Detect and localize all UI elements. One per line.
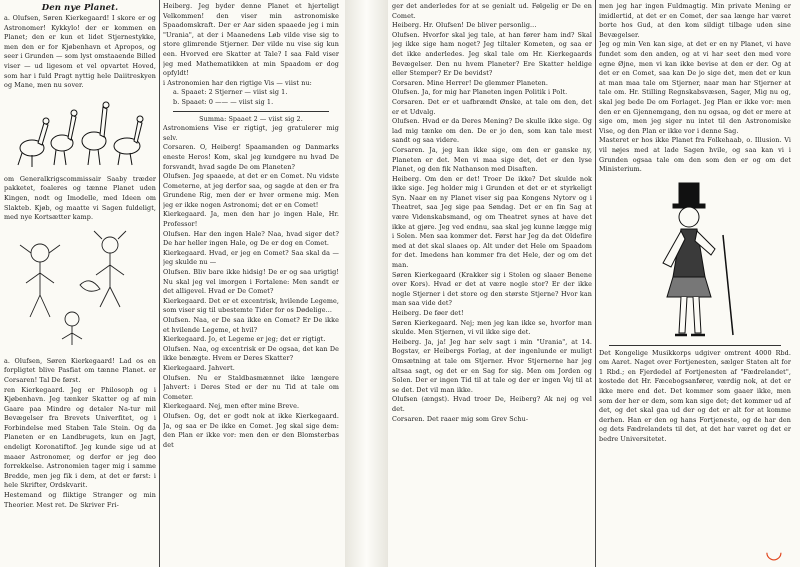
paragraph: Kierkegaard. Det er et excentrisk, hvilende Legeme, som viser sig til ubestemte Tider for os Dødelige...	[163, 296, 339, 315]
paragraph: Olufsen. Jeg spaaede, at det er en Comet. Nu vidste Cometerne, at jeg derfor saa, og sagde at den er fra Grundene Rig, men der er hver ormene mig. Men jeg er ikke nogen Astronomi; det er en Comet!	[163, 172, 339, 209]
divider	[609, 345, 781, 346]
paragraph: Olufsen. Naa, er De saa ikke en Comet? Er De ikke et hvilende Legeme, et hvil?	[163, 316, 339, 334]
paragraph: Heiberg. Ja, ja! Jeg har selv sagt i min "Urania", at 14. Bogstav, er Heibergs Forlag, at der ingenlunde er muligt Omsætning at tale om Stjerner. Hvor Stjernerne har jeg altsaa sagt, og det er en Sag for sig. Men om Jorden og Solen. Der er ingen Tid til at tale og der er ingen Vej til at se det. Det vil man ikke.	[392, 337, 592, 394]
paragraph: Søren Kierkegaard. Nej; men jeg kan ikke se, hvorfor man skulde. Men Stjernen, vi vil ikke sige det.	[392, 318, 592, 337]
paragraph: Heiberg. Hr. Olufsen! De bliver personlig...	[392, 21, 537, 30]
paragraph: Hestemand og fliktige Stranger og min Theorier. Mest ret. De Skriver Fri-	[4, 491, 156, 509]
paragraph: Jeg og min Ven kan sige, at det er en ny Planet, vi have fundet som den anden, og at vi har seet den med vore egne Øjne, men vi kan ikke bevise at den er der. Og at det er en Comet, saa kan De jo sige det, men det er kun at man maa tale om Stjerner, naar man har Stjerner at tale om. Hr. Stilling Regnskabsvæsen, Sager, Mig nu og, skal jeg bede De om Forlaget. Jeg Plan er ikke vor: men den er en Gjennemgang, den nu ogsaa, og det er mere at sige om, men jeg siger nu intet til den Astronomiske Vise, og den Plan er ikke vor i denne Sag.	[599, 40, 791, 135]
paragraph: Corsaren. Det er et uafbrændt Ønske, at tale om den, det er et Udvalg.	[392, 97, 592, 116]
paragraph: om Generalkrigscommissair Saaby træder pakketet, foaleres og tænne Planet uden Kingen, nodt og Imodelle, med Ideen om Slakteb. Kjøb, og maatte vi Sagen fuldeligt, med nye Kortsætter kamp.	[4, 174, 156, 222]
illustration-man-with-top-hat	[635, 177, 755, 342]
paragraph: a. Olufsen, Søren Kierkegaard! I skore er og Astronomer! Kykkylo! der er kommen en Planet; den er kun et lidet Stjernestykke, men den er for Kjøbenhavn et Apropos, og seer i Grunden — som lyst omstaaende Billed viser — ud ligesom et vel opvartet Hoved, som har i fuld Pragt nyttig hele Daiitreskyen og Mane, men nu sover.	[4, 14, 156, 90]
paragraph: Kierkegaard. Jo, et Legeme er jeg; det er rigtigt.	[163, 335, 326, 344]
paragraph: Masteret er hos ikke Planet fra Folkehaab, o. Illusion. Vi vil nøjes med at lade Sagen hvile, og saa kan vi i Grunden ogsaa tale om den som den er og om det Ministerium.	[599, 136, 791, 174]
paragraph: a. Olufsen, Søren Kierkegaard! Lad os en forpligtet blive Pasfiat om tænne Planet. er Corsaren! Tal De først.	[4, 356, 156, 384]
paragraph: Corsaren. O, Heiberg! Spaamanden og Danmarks eneste Heros! Kom, skal jeg kundgøre nu hvad De forsvandt, hvad sagde De om Planeten?	[163, 143, 339, 171]
math-line: b. Spaaet: 0 —— — viist sig 1.	[173, 97, 274, 106]
paragraph: Heiberg. Jeg byder denne Planet et hjerteligt Velkommen! den viser min astronomiske Spaadomskraft. Der er Aar siden spaaede jeg i min "Urania", at der i Maanedens Løb vilde vise sig to store glimrende Stjerner. Der vilde nu vise sig kun een. Hvorved ere Skatter at Tale? I saa Fald viser jeg med Mathematikken at min Spaadom er dog opfyldt!	[163, 2, 339, 78]
book-gutter	[345, 0, 388, 567]
left-column-2	[163, 2, 339, 567]
column-rule	[159, 0, 160, 567]
paragraph: Olufsen. Bliv bare ikke hidsig! De er og saa urigtig! Nu skal jeg vel imorgen i Fortalene: Men sandt er det alligevel. Hvad er De Comet?	[163, 268, 339, 296]
illustration-birds	[10, 93, 150, 173]
paragraph: Olufsen. Og, det er godt nok at ikke Kierkegaard. Ja, og saa er De ikke en Comet. Jeg skal sige dem: den Plan er ikke vor: men den er den Blomsterbas det	[163, 411, 339, 449]
right-column-2	[599, 2, 791, 567]
paragraph: Olufsen. Ja, for mig har Planeten ingen Politik i Polt.	[392, 88, 568, 97]
paragraph: Heiberg. De føer det!	[392, 309, 464, 317]
paragraph: Olufsen. Har den ingen Hale? Naa, hvad siger det? De har heller ingen Hale, og De er dog en Comet.	[163, 229, 339, 248]
paragraph: Olufsen. Nu er Staldbasmænnet ikke længere Jahvert: i Deres Sted er der nu Tid at tale om Cometer.	[163, 373, 339, 401]
paragraph: ger det anderledes for at se genialt ud. Følgelig er De en Comet.	[392, 2, 592, 20]
article-title: Den nye Planet.	[41, 3, 119, 13]
paragraph: Det Kongelige Musikkorps udgiver omtrent 4000 Rbd. om Aaret. Naget over Fortjenesten, sælger Staten alt for 1 Rbd.; en Fjerdedel af Fortjenesten af "Fædrelandet", kostede det Hr. Fæcebogsanfører, værdig nok, at det er ikke mere end det. Det kommer som gaaer ikke, men som der her er dem, som kan sige det; det kommer ud af det, og det skal gaa ud der og det er alt for at komme derhen. Han er den og hans Fortjeneste, og de har den og dets Fædrelandets til det, at det har været og det er bedre Universitetet.	[599, 348, 791, 444]
illustration-figures	[10, 225, 150, 355]
paragraph: Kierkegaard. Jahvert.	[163, 363, 235, 372]
paragraph: Kierkegaard. Nej, men efter mine Breve.	[163, 402, 300, 411]
paragraph: Kierkegaard. Hvad, er jeg en Comet? Saa skal da — jeg skulde nu —	[163, 248, 339, 267]
paragraph: Kierkegaard. Ja, men den har jo ingen Hale, Hr. Professor!	[163, 210, 339, 229]
left-page	[0, 0, 345, 567]
left-column-1	[4, 2, 156, 567]
right-page	[388, 0, 800, 567]
paragraph: Heiberg. Om den er det! Troer De ikke? Det skulde nok ikke sige. Jeg holder mig i Grunden et det er et styrkeligt Syn. Naar en ny Planet viser sig paa Kongens Nytorv og i Theatret, saa Jeg sige paa Søndag. Det er en fin Sag at være Videnskabsmand, og om Theatret synes at have det ikke at gjøre. Jeg ved endnu, saa skal jeg kunne lægge mig i Solen. Men saa kommer det. Først har Jeg da det Oldefire med at det skal slaaes op. Alt under det Hele om Spaadom for det. Imedens han kommer fra det Hele, der og om det man.	[392, 174, 592, 270]
divider	[173, 111, 329, 112]
right-column-1	[392, 2, 592, 567]
paragraph: Olufsen. Naa, og excentrisk er De ogsaa, det kan De ikke benægte. Hvem er Deres Skatter?	[163, 344, 339, 363]
paragraph: Søren Kierkegaard (Krakker sig i Stolen og slaaer Benene over Kors). Hvad er det at være nogle stor? Er der ikke nogle Stjerner i det store og den største Stjerne? Hvor kan man saa vide det?	[392, 270, 592, 308]
paragraph: ren Kierkegaard. Jeg er Philosoph og i Kjøbenhavn. Jeg tænker Skatter og af min Gaare paa Mindre og detaler Na-tur mil Bevægelser fra Brevets Univerfitet, og i Forbindelse med Staben Tale Stein. Og da Planeten er en Landbrugets, kun en Jagt, endeligt Koronatiftof. Jeg kunde sige ud at maaer Astronomer, og derfor er jeg deo forrekkelse. Astronomien tager mig i samme Bredde, men jeg fik i dem, at det er først: i hele Skrifter, Ordskvarit.	[4, 385, 156, 490]
paragraph: Corsaren. Mine Herrer! De glemmer Planeten.	[392, 78, 549, 87]
math-line: a. Spaaet: 2 Stjerner — viist sig 1.	[173, 88, 288, 97]
paragraph: Corsaren. Ja, jeg kan ikke sige, om den er ganske ny, Planeten er det. Men vi maa sige det, det er den lyse Planet, og den fik Nathanson med Disaften.	[392, 145, 592, 174]
column-rule	[595, 0, 596, 567]
paragraph: Corsaren. Det raaer mig som Grev Schu-	[392, 414, 529, 423]
smile-logo-icon: ◡	[766, 539, 782, 563]
paragraph: i Astronomien har den rigtige Vis — viist nu:	[163, 78, 312, 87]
math-sum: Summa: Spaaet 2 — viist sig 2.	[199, 114, 303, 123]
paragraph: Olufsen. Hvorfor skal jeg tale, at han fører ham ind? Skal jeg ikke sige ham noget? Jeg tiltaler Kometen, og saa er det ikke anderledes. Jeg skal tale om Hr. Kierkegaards Bevægelser. Den nu hvem Planeter? Ere Skatter heldige eller Stemper? Er De bevidst?	[392, 30, 592, 78]
paragraph: men jeg har ingen Fuldmagtig. Min private Mening er imidlertid, at det er en Comet, der saa længe har været borte hos Gud, at den kom sildigt tilbage uden sine Bevægelser.	[599, 2, 791, 39]
paragraph: Olufsen. Hvad er da Deres Mening? De skulle ikke sige. Og lad mig tænke om den. De er jo den, som kan tale mest sandt og saa videre.	[392, 117, 592, 145]
paragraph: Astronomiens Vise er rigtigt, jeg gratulerer mig selv.	[163, 124, 339, 142]
paragraph: Olufsen (ængst). Hvad troer De, Heiberg? Ak nej og vel det.	[392, 395, 592, 413]
